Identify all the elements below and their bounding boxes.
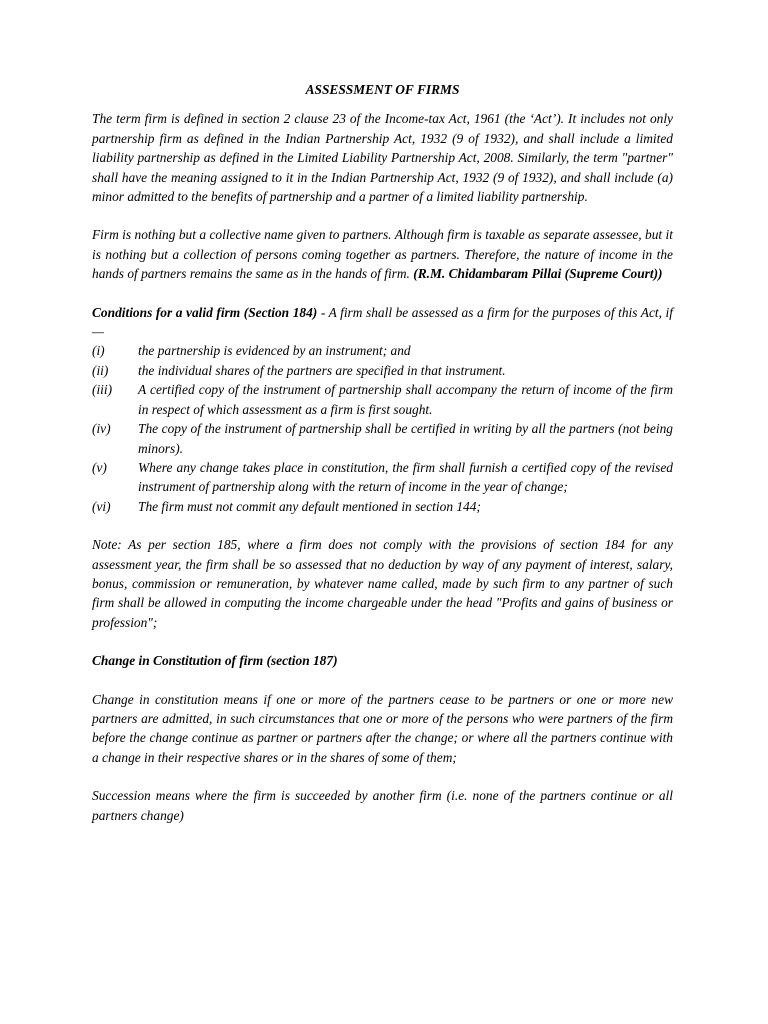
succession-paragraph: Succession means where the firm is succeeded by another firm (i.e. none of the partners continue or all partners change): [92, 788, 673, 823]
conditions-separator: -: [317, 304, 329, 320]
list-item: [92, 458, 673, 497]
note-paragraph: Note: As per section 185, where a firm does not comply with the provisions of section 184 for any assessment year, the firm shall be so assessed that no deduction by way of any payment of interest, salary, bonus, commission or remuneration, by whatever name called, made by such firm to any partner of such firm shall be allowed in computing the income chargeable under the head "Profits and gains of business or profession";: [92, 537, 673, 630]
list-item-number: (v): [92, 459, 107, 475]
list-item-text: The copy of the instrument of partnership shall be certified in writing by all the partners (not being minors).: [138, 421, 673, 456]
list-item-number: (iv): [92, 421, 111, 437]
document-page: [92, 80, 673, 844]
list-item: [92, 341, 673, 360]
list-item-text: A certified copy of the instrument of partnership shall accompany the return of income of the firm in respect of which assessment as a firm is first sought.: [138, 382, 673, 417]
conditions-intro: A firm shall be assessed as a firm for the purposes of this Act, if—: [92, 304, 674, 340]
change-constitution-paragraph: Change in constitution means if one or more of the partners cease to be partners or one or more new partners are admitted, in such circumstances that one or more of the persons who were partners of the firm before the change continue as partner or partners after the change; or where all the partners continue with a change in their respective shares or in the shares of some of them;: [92, 691, 673, 765]
list-item-number: (vi): [92, 498, 111, 514]
list-item: [92, 497, 673, 516]
list-item-text: Where any change takes place in constitution, the firm shall furnish a certified copy of the revised instrument of partnership along with the return of income in the year of change;: [138, 459, 673, 495]
change-constitution-heading: Change in Constitution of firm (section 187): [92, 653, 338, 669]
list-item-number: (iii): [92, 382, 113, 398]
firm-nature-text: Firm is nothing but a collective name given to partners. Although firm is taxable as separate assessee, but it is nothing but a collection of persons coming together as partners. Therefore, the nature of income in the hands of partners remains the same as in the hands of firm.: [92, 227, 673, 282]
firm-nature-paragraph: [92, 225, 673, 283]
conditions-intro-paragraph: [92, 303, 673, 342]
list-item: [92, 361, 673, 380]
document-title: ASSESSMENT OF FIRMS: [305, 82, 460, 97]
list-item-text: The firm must not commit any default mentioned in section 144;: [138, 498, 481, 514]
list-item-number: (ii): [92, 362, 109, 378]
list-item-text: the partnership is evidenced by an instrument; and: [138, 343, 411, 359]
conditions-list: [92, 341, 673, 516]
list-item: [92, 419, 673, 458]
list-item-text: the individual shares of the partners are specified in that instrument.: [138, 362, 506, 378]
firm-definition-paragraph: The term firm is defined in section 2 clause 23 of the Income-tax Act, 1961 (the ‘Act’). It includes not only partnership firm as defined in the Indian Partnership Act, 1932 (9 of 1932), and shall include a limited liability partnership as defined in the Limited Liability Partnership Act, 2008. Similarly, the term "partner" shall have the meaning assigned to it in the Indian Partnership Act, 1932 (9 of 1932), and shall include (a) minor admitted to the benefits of partnership and a partner of a limited liability partnership.: [92, 111, 673, 205]
conditions-heading: Conditions for a valid firm (Section 184): [92, 304, 318, 320]
list-item-number: (i): [92, 343, 105, 359]
list-item: [92, 380, 673, 419]
case-citation: (R.M. Chidambaram Pillai (Supreme Court)): [413, 266, 663, 282]
